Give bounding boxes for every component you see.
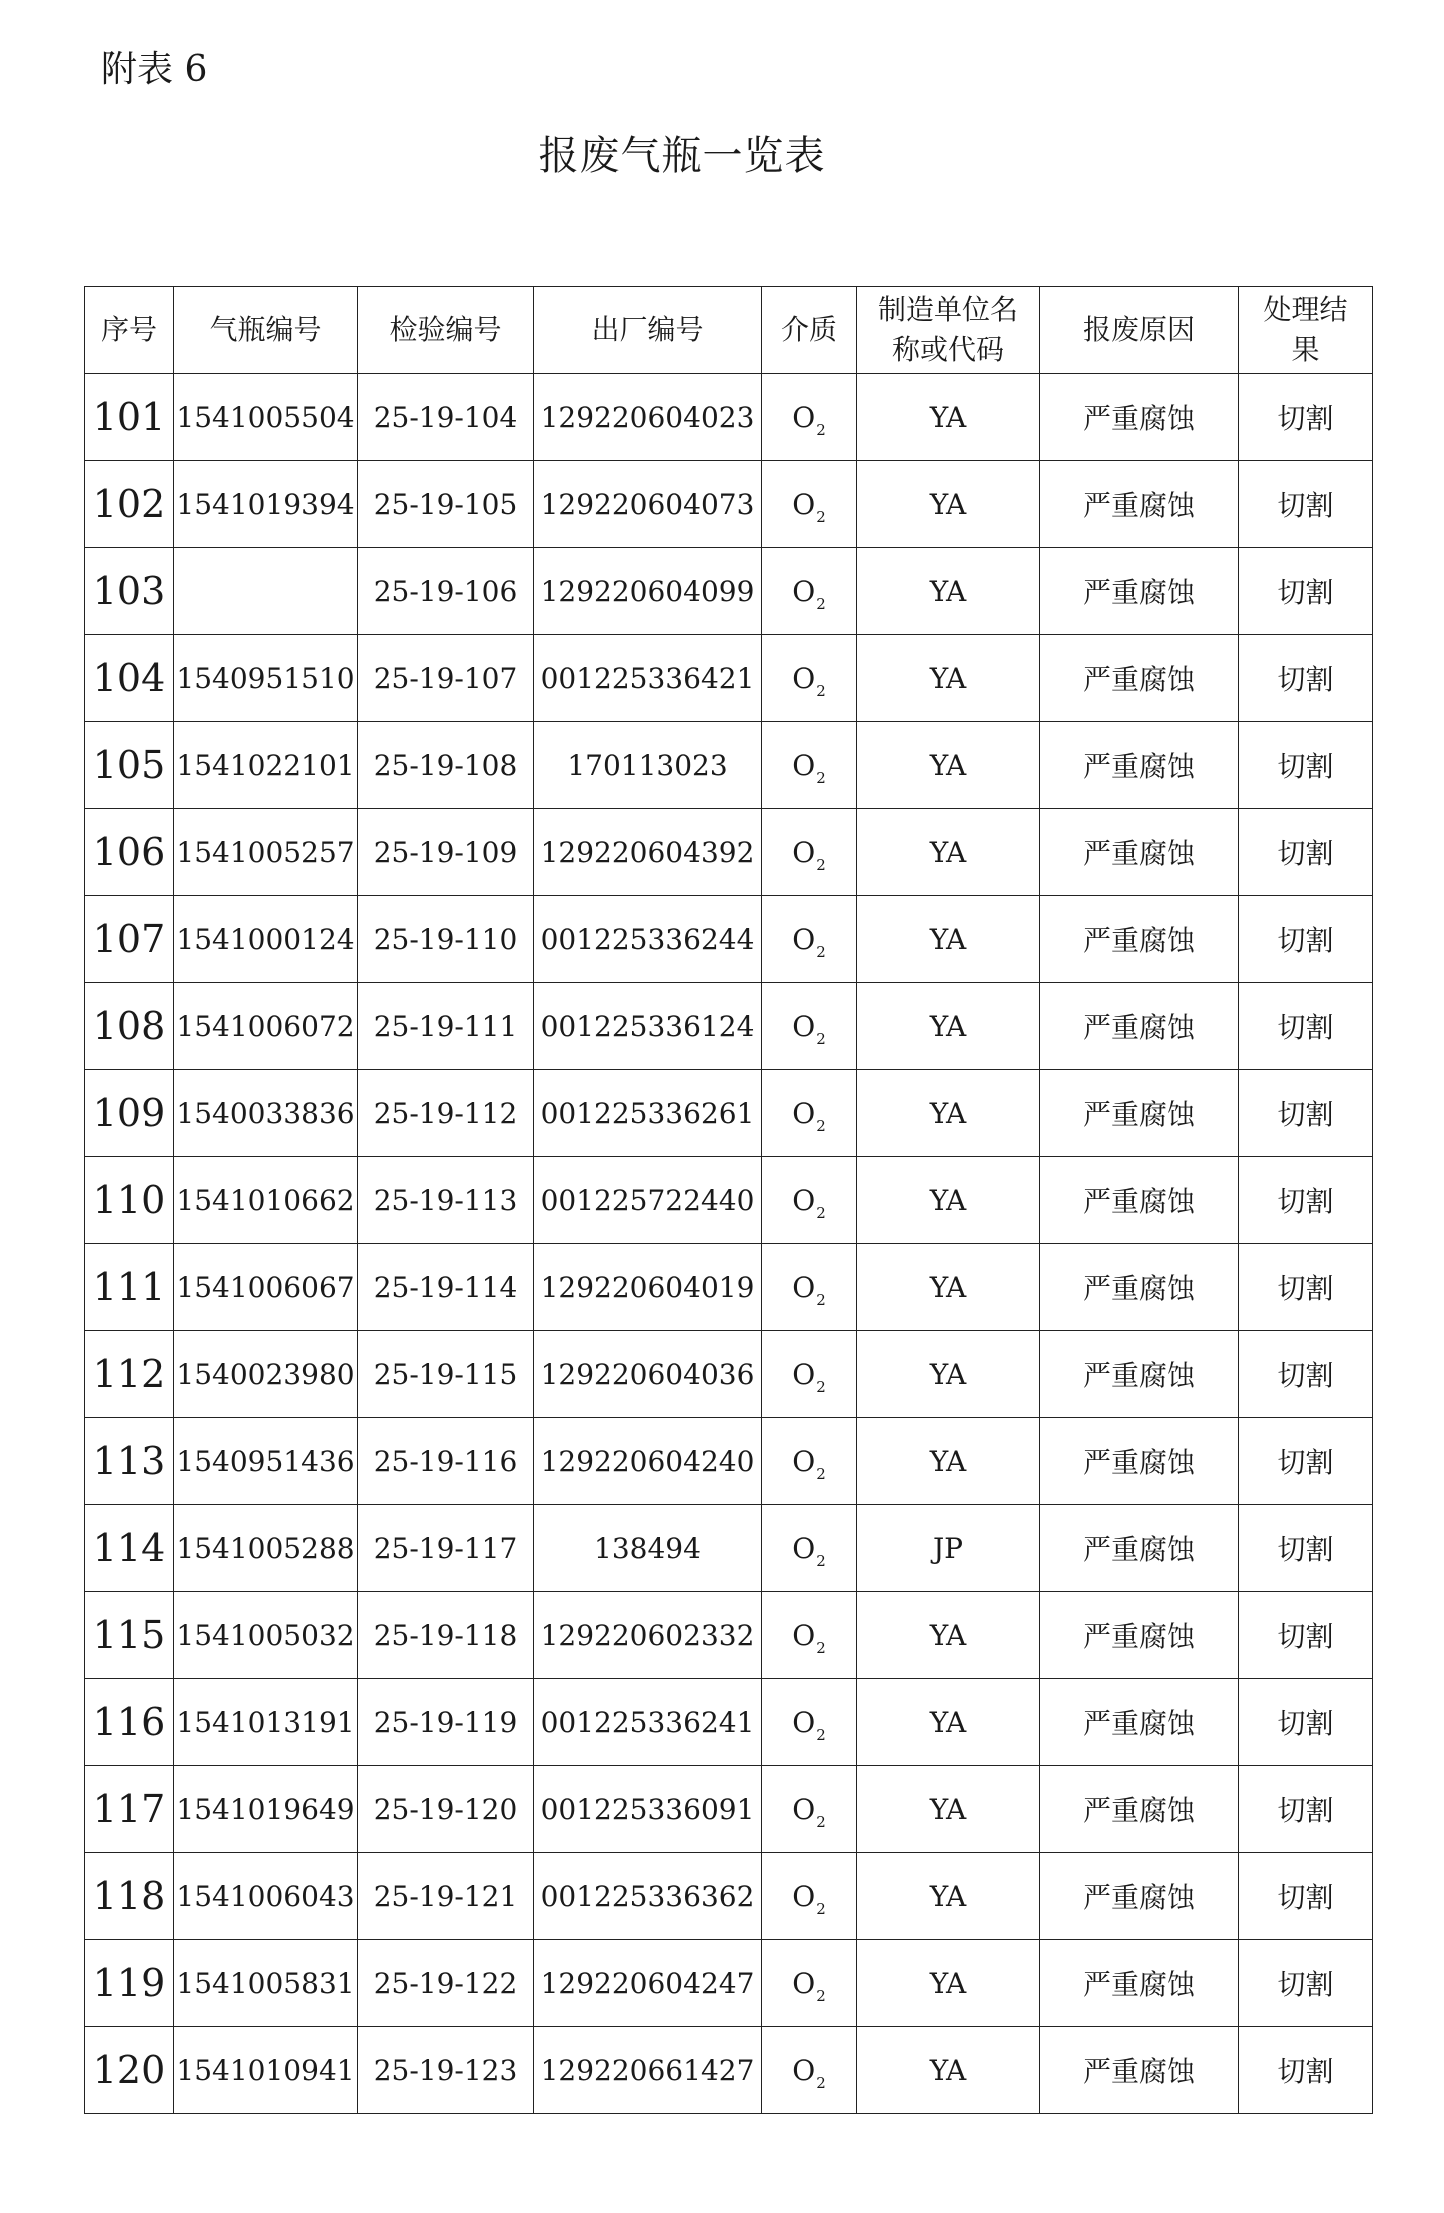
cell-maker: JP <box>857 1505 1040 1592</box>
cell-bottle-no: 1541013191 <box>174 1679 358 1766</box>
header-result-line2: 果 <box>1291 333 1320 366</box>
medium-symbol: O <box>792 1270 816 1304</box>
table-row <box>85 635 1373 722</box>
cell-result: 切割 <box>1239 548 1373 635</box>
cell-inspection-no: 25-19-112 <box>358 1070 534 1157</box>
document-title: 报废气瓶一览表 <box>538 133 826 179</box>
cell-seq: 105 <box>85 722 174 809</box>
scrapped-cylinder-table <box>84 286 1373 2114</box>
cell-reason: 严重腐蚀 <box>1040 635 1239 722</box>
cell-bottle-no: 1541005288 <box>174 1505 358 1592</box>
cell-maker: YA <box>857 983 1040 1070</box>
cell-seq: 106 <box>85 809 174 896</box>
cell-medium <box>762 1244 857 1331</box>
cell-medium <box>762 1505 857 1592</box>
medium-symbol: O <box>792 1879 816 1913</box>
cell-bottle-no: 1541006043 <box>174 1853 358 1940</box>
medium-subscript: 2 <box>816 1029 826 1048</box>
cell-inspection-no: 25-19-119 <box>358 1679 534 1766</box>
cell-maker: YA <box>857 1766 1040 1853</box>
cell-result: 切割 <box>1239 809 1373 896</box>
medium-symbol: O <box>792 487 816 521</box>
cell-factory-no: 129220604099 <box>534 548 762 635</box>
cell-result: 切割 <box>1239 461 1373 548</box>
medium-subscript: 2 <box>816 1638 826 1657</box>
medium-symbol: O <box>792 661 816 695</box>
medium-subscript: 2 <box>816 1812 826 1831</box>
cell-result: 切割 <box>1239 635 1373 722</box>
cell-inspection-no: 25-19-121 <box>358 1853 534 1940</box>
medium-subscript: 2 <box>816 594 826 613</box>
header-maker-line2: 称或代码 <box>891 333 1004 366</box>
cell-inspection-no: 25-19-104 <box>358 374 534 461</box>
medium-subscript: 2 <box>816 1203 826 1222</box>
cell-factory-no: 001225336241 <box>534 1679 762 1766</box>
medium-subscript: 2 <box>816 1551 826 1570</box>
medium-symbol: O <box>792 1705 816 1739</box>
cell-bottle-no: 1541010662 <box>174 1157 358 1244</box>
table-row <box>85 1766 1373 1853</box>
table-row <box>85 548 1373 635</box>
cell-factory-no: 138494 <box>534 1505 762 1592</box>
table-row <box>85 461 1373 548</box>
cell-result: 切割 <box>1239 1592 1373 1679</box>
medium-subscript: 2 <box>816 1899 826 1918</box>
medium-symbol: O <box>792 1531 816 1565</box>
cell-factory-no: 129220604247 <box>534 1940 762 2027</box>
cell-bottle-no: 1541005504 <box>174 374 358 461</box>
cell-seq: 102 <box>85 461 174 548</box>
cell-seq: 116 <box>85 1679 174 1766</box>
cell-factory-no: 001225336362 <box>534 1853 762 1940</box>
cell-result: 切割 <box>1239 1940 1373 2027</box>
cell-result: 切割 <box>1239 1244 1373 1331</box>
header-maker <box>857 287 1040 374</box>
cell-bottle-no: 1541022101 <box>174 722 358 809</box>
cell-bottle-no: 1541005257 <box>174 809 358 896</box>
cell-factory-no: 129220602332 <box>534 1592 762 1679</box>
cell-seq: 103 <box>85 548 174 635</box>
medium-symbol: O <box>792 1444 816 1478</box>
cell-maker: YA <box>857 722 1040 809</box>
cell-maker: YA <box>857 1418 1040 1505</box>
cell-maker: YA <box>857 461 1040 548</box>
cell-bottle-no: 1541005831 <box>174 1940 358 2027</box>
cell-result: 切割 <box>1239 1505 1373 1592</box>
medium-symbol: O <box>792 1618 816 1652</box>
medium-subscript: 2 <box>816 942 826 961</box>
cell-seq: 111 <box>85 1244 174 1331</box>
cell-bottle-no: 1541006072 <box>174 983 358 1070</box>
cell-reason: 严重腐蚀 <box>1040 1244 1239 1331</box>
cell-result: 切割 <box>1239 374 1373 461</box>
cell-inspection-no: 25-19-118 <box>358 1592 534 1679</box>
cell-result: 切割 <box>1239 2027 1373 2114</box>
cell-factory-no: 001225336261 <box>534 1070 762 1157</box>
table-row <box>85 896 1373 983</box>
medium-subscript: 2 <box>816 1290 826 1309</box>
cell-factory-no: 129220661427 <box>534 2027 762 2114</box>
cell-inspection-no: 25-19-122 <box>358 1940 534 2027</box>
cell-bottle-no: 1541019649 <box>174 1766 358 1853</box>
medium-symbol: O <box>792 400 816 434</box>
cell-result: 切割 <box>1239 722 1373 809</box>
medium-subscript: 2 <box>816 1377 826 1396</box>
cell-medium <box>762 1418 857 1505</box>
cell-inspection-no: 25-19-114 <box>358 1244 534 1331</box>
cell-bottle-no: 1540951510 <box>174 635 358 722</box>
cell-seq: 119 <box>85 1940 174 2027</box>
cell-factory-no: 129220604019 <box>534 1244 762 1331</box>
table-row <box>85 2027 1373 2114</box>
cell-reason: 严重腐蚀 <box>1040 1505 1239 1592</box>
cell-reason: 严重腐蚀 <box>1040 374 1239 461</box>
cell-bottle-no: 1540023980 <box>174 1331 358 1418</box>
cell-result: 切割 <box>1239 1766 1373 1853</box>
cell-maker: YA <box>857 1592 1040 1679</box>
cell-bottle-no: 1541000124 <box>174 896 358 983</box>
header-medium: 介质 <box>762 287 857 374</box>
cell-reason: 严重腐蚀 <box>1040 1331 1239 1418</box>
medium-symbol: O <box>792 922 816 956</box>
header-maker-line1: 制造单位名 <box>877 293 1018 326</box>
cell-seq: 101 <box>85 374 174 461</box>
cell-reason: 严重腐蚀 <box>1040 809 1239 896</box>
cell-factory-no: 001225336421 <box>534 635 762 722</box>
medium-symbol: O <box>792 835 816 869</box>
cell-maker: YA <box>857 1244 1040 1331</box>
medium-subscript: 2 <box>816 2073 826 2092</box>
cell-inspection-no: 25-19-105 <box>358 461 534 548</box>
cell-seq: 117 <box>85 1766 174 1853</box>
appendix-label: 附表 6 <box>101 49 208 90</box>
cell-inspection-no: 25-19-108 <box>358 722 534 809</box>
scrapped-cylinder-table-wrapper <box>84 286 1372 2114</box>
header-bottle-no: 气瓶编号 <box>174 287 358 374</box>
cell-medium <box>762 461 857 548</box>
cell-medium <box>762 1592 857 1679</box>
cell-maker: YA <box>857 635 1040 722</box>
cell-factory-no: 001225336244 <box>534 896 762 983</box>
cell-inspection-no: 25-19-120 <box>358 1766 534 1853</box>
medium-symbol: O <box>792 1096 816 1130</box>
cell-inspection-no: 25-19-117 <box>358 1505 534 1592</box>
cell-seq: 120 <box>85 2027 174 2114</box>
header-result-line1: 处理结 <box>1263 293 1348 326</box>
table-header-row <box>85 287 1373 374</box>
cell-bottle-no: 1540951436 <box>174 1418 358 1505</box>
table-row <box>85 1853 1373 1940</box>
medium-subscript: 2 <box>816 855 826 874</box>
header-factory-no: 出厂编号 <box>534 287 762 374</box>
cell-medium <box>762 722 857 809</box>
cell-bottle-no: 1541006067 <box>174 1244 358 1331</box>
header-seq: 序号 <box>85 287 174 374</box>
cell-maker: YA <box>857 896 1040 983</box>
cell-result: 切割 <box>1239 1418 1373 1505</box>
table-row <box>85 1070 1373 1157</box>
cell-factory-no: 001225336091 <box>534 1766 762 1853</box>
medium-symbol: O <box>792 1792 816 1826</box>
cell-medium <box>762 635 857 722</box>
cell-bottle-no: 1540033836 <box>174 1070 358 1157</box>
medium-subscript: 2 <box>816 681 826 700</box>
cell-medium <box>762 1766 857 1853</box>
medium-symbol: O <box>792 1183 816 1217</box>
cell-factory-no: 170113023 <box>534 722 762 809</box>
cell-bottle-no: 1541019394 <box>174 461 358 548</box>
cell-inspection-no: 25-19-106 <box>358 548 534 635</box>
cell-maker: YA <box>857 2027 1040 2114</box>
cell-medium <box>762 1070 857 1157</box>
medium-symbol: O <box>792 2053 816 2087</box>
table-row <box>85 809 1373 896</box>
cell-reason: 严重腐蚀 <box>1040 548 1239 635</box>
table-row <box>85 722 1373 809</box>
medium-subscript: 2 <box>816 1986 826 2005</box>
cell-seq: 114 <box>85 1505 174 1592</box>
cell-medium <box>762 1940 857 2027</box>
cell-result: 切割 <box>1239 1853 1373 1940</box>
cell-reason: 严重腐蚀 <box>1040 2027 1239 2114</box>
cell-reason: 严重腐蚀 <box>1040 1592 1239 1679</box>
cell-factory-no: 129220604023 <box>534 374 762 461</box>
cell-factory-no: 129220604073 <box>534 461 762 548</box>
cell-factory-no: 129220604240 <box>534 1418 762 1505</box>
header-result <box>1239 287 1373 374</box>
cell-factory-no: 001225722440 <box>534 1157 762 1244</box>
table-row <box>85 1331 1373 1418</box>
cell-seq: 108 <box>85 983 174 1070</box>
cell-factory-no: 129220604036 <box>534 1331 762 1418</box>
table-row <box>85 1679 1373 1766</box>
table-row <box>85 983 1373 1070</box>
cell-seq: 115 <box>85 1592 174 1679</box>
table-body <box>85 374 1373 2114</box>
cell-medium <box>762 2027 857 2114</box>
cell-bottle-no: 1541010941 <box>174 2027 358 2114</box>
cell-maker: YA <box>857 1331 1040 1418</box>
cell-reason: 严重腐蚀 <box>1040 1940 1239 2027</box>
cell-maker: YA <box>857 1157 1040 1244</box>
medium-subscript: 2 <box>816 1116 826 1135</box>
cell-medium <box>762 1853 857 1940</box>
cell-medium <box>762 1157 857 1244</box>
cell-inspection-no: 25-19-115 <box>358 1331 534 1418</box>
medium-subscript: 2 <box>816 420 826 439</box>
cell-maker: YA <box>857 1940 1040 2027</box>
cell-result: 切割 <box>1239 1331 1373 1418</box>
cell-seq: 113 <box>85 1418 174 1505</box>
cell-medium <box>762 1679 857 1766</box>
cell-seq: 104 <box>85 635 174 722</box>
cell-reason: 严重腐蚀 <box>1040 1853 1239 1940</box>
cell-maker: YA <box>857 1679 1040 1766</box>
cell-reason: 严重腐蚀 <box>1040 1418 1239 1505</box>
cell-result: 切割 <box>1239 1157 1373 1244</box>
medium-symbol: O <box>792 748 816 782</box>
cell-inspection-no: 25-19-107 <box>358 635 534 722</box>
cell-inspection-no: 25-19-110 <box>358 896 534 983</box>
cell-result: 切割 <box>1239 1679 1373 1766</box>
table-row <box>85 374 1373 461</box>
table-row <box>85 1157 1373 1244</box>
cell-maker: YA <box>857 374 1040 461</box>
cell-medium <box>762 374 857 461</box>
cell-result: 切割 <box>1239 983 1373 1070</box>
cell-maker: YA <box>857 1070 1040 1157</box>
cell-seq: 109 <box>85 1070 174 1157</box>
cell-inspection-no: 25-19-116 <box>358 1418 534 1505</box>
cell-result: 切割 <box>1239 1070 1373 1157</box>
header-inspection-no: 检验编号 <box>358 287 534 374</box>
cell-reason: 严重腐蚀 <box>1040 1070 1239 1157</box>
medium-subscript: 2 <box>816 1725 826 1744</box>
cell-medium <box>762 809 857 896</box>
medium-subscript: 2 <box>816 507 826 526</box>
cell-seq: 110 <box>85 1157 174 1244</box>
cell-inspection-no: 25-19-109 <box>358 809 534 896</box>
table-row <box>85 1244 1373 1331</box>
table-row <box>85 1505 1373 1592</box>
cell-reason: 严重腐蚀 <box>1040 1157 1239 1244</box>
cell-seq: 112 <box>85 1331 174 1418</box>
cell-medium <box>762 1331 857 1418</box>
table-row <box>85 1418 1373 1505</box>
header-reason: 报废原因 <box>1040 287 1239 374</box>
cell-result: 切割 <box>1239 896 1373 983</box>
cell-reason: 严重腐蚀 <box>1040 1766 1239 1853</box>
cell-medium <box>762 983 857 1070</box>
cell-inspection-no: 25-19-113 <box>358 1157 534 1244</box>
cell-inspection-no: 25-19-123 <box>358 2027 534 2114</box>
cell-bottle-no: 1541005032 <box>174 1592 358 1679</box>
medium-symbol: O <box>792 574 816 608</box>
cell-reason: 严重腐蚀 <box>1040 722 1239 809</box>
cell-reason: 严重腐蚀 <box>1040 1679 1239 1766</box>
cell-medium <box>762 896 857 983</box>
cell-seq: 118 <box>85 1853 174 1940</box>
cell-maker: YA <box>857 809 1040 896</box>
medium-symbol: O <box>792 1357 816 1391</box>
cell-factory-no: 001225336124 <box>534 983 762 1070</box>
medium-symbol: O <box>792 1009 816 1043</box>
cell-reason: 严重腐蚀 <box>1040 983 1239 1070</box>
table-row <box>85 1592 1373 1679</box>
medium-subscript: 2 <box>816 768 826 787</box>
cell-reason: 严重腐蚀 <box>1040 461 1239 548</box>
medium-symbol: O <box>792 1966 816 2000</box>
cell-reason: 严重腐蚀 <box>1040 896 1239 983</box>
cell-seq: 107 <box>85 896 174 983</box>
cell-medium <box>762 548 857 635</box>
cell-inspection-no: 25-19-111 <box>358 983 534 1070</box>
table-row <box>85 1940 1373 2027</box>
cell-bottle-no <box>174 548 358 635</box>
cell-maker: YA <box>857 548 1040 635</box>
medium-subscript: 2 <box>816 1464 826 1483</box>
cell-factory-no: 129220604392 <box>534 809 762 896</box>
cell-maker: YA <box>857 1853 1040 1940</box>
